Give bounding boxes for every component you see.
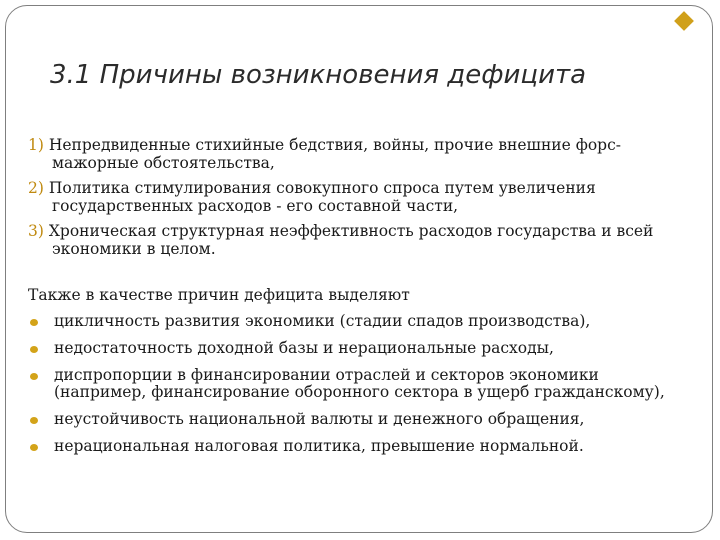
list-item: [28, 438, 693, 456]
title-text: Причины возникновения дефицита: [99, 60, 587, 90]
list-item: [28, 411, 693, 429]
list-item: [28, 367, 693, 402]
title-number: 3.1: [50, 60, 92, 90]
item-text: Непредвиденные стихийные бедствия, войны, прочие внешние форс-мажорные обстоятельства,: [48, 136, 622, 172]
bullet-text: неустойчивость национальной валюты и денежного обращения,: [54, 410, 585, 428]
item-number: 1): [28, 136, 44, 154]
page-title: [50, 60, 690, 90]
numbered-item-1: [28, 137, 693, 172]
bullet-icon: [30, 346, 38, 353]
bullet-icon: [30, 417, 38, 424]
bullet-text: нерациональная налоговая политика, превышение нормальной.: [54, 437, 584, 455]
item-number: 2): [28, 179, 44, 197]
bullet-list: [28, 313, 693, 456]
bullet-icon: [30, 319, 38, 326]
bullet-icon: [30, 444, 38, 451]
intro-text: Также в качестве причин дефицита выделяют: [28, 286, 410, 304]
slide-body: [28, 137, 693, 465]
numbered-item-2: [28, 180, 693, 215]
list-item: [28, 313, 693, 331]
list-item: [28, 340, 693, 358]
item-text: Политика стимулирования совокупного спроса путем увеличения государственных расходов - его составной части,: [48, 179, 596, 215]
item-number: 3): [28, 222, 44, 240]
bullet-text: недостаточность доходной базы и нерациональные расходы,: [54, 338, 554, 357]
numbered-item-3: [28, 223, 693, 258]
bullet-text: диспропорции в финансировании отраслей и секторов экономики (например, финансирование оборонного сектора в ущерб гражданскому),: [54, 365, 665, 401]
item-text: Хроническая структурная неэффективность расходов государства и всей экономики в целом.: [48, 222, 654, 258]
bullet-text: цикличность развития экономики (стадии спадов производства),: [54, 311, 591, 330]
bullet-icon: [30, 373, 38, 380]
